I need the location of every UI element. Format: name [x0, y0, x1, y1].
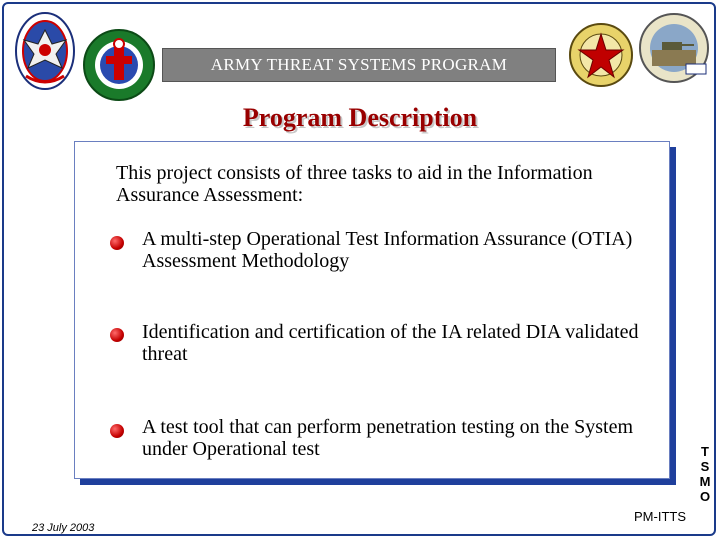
bullet-item: A test tool that can perform penetration testing on the System under Operational test [142, 416, 634, 460]
threat-systems-star-seal-icon [568, 22, 634, 88]
intro-text: This project consists of three tasks to aid in the Information Assurance Assessment: [116, 162, 593, 206]
slide-heading: Program Description [242, 103, 478, 132]
program-title-bar [162, 48, 556, 82]
office-label: PM-ITTS [634, 509, 686, 524]
tank-photo-seal-icon [638, 12, 710, 84]
bullet-marker-icon [110, 424, 124, 438]
bullet-item: Identification and certification of the IA related DIA validated threat [142, 321, 639, 365]
program-title: ARMY THREAT SYSTEMS PROGRAM [210, 55, 508, 74]
vertical-tsmo-label: T S M O [699, 444, 711, 504]
slide-date: 23 July 2003 [32, 522, 95, 534]
all-out-war-simulation-seal-icon [82, 28, 156, 102]
bullet-marker-icon [110, 236, 124, 250]
bullet-marker-icon [110, 328, 124, 342]
america-seal-icon [14, 10, 76, 92]
bullet-item: A multi-step Operational Test Information Assurance (OTIA) Assessment Methodology [142, 228, 633, 272]
